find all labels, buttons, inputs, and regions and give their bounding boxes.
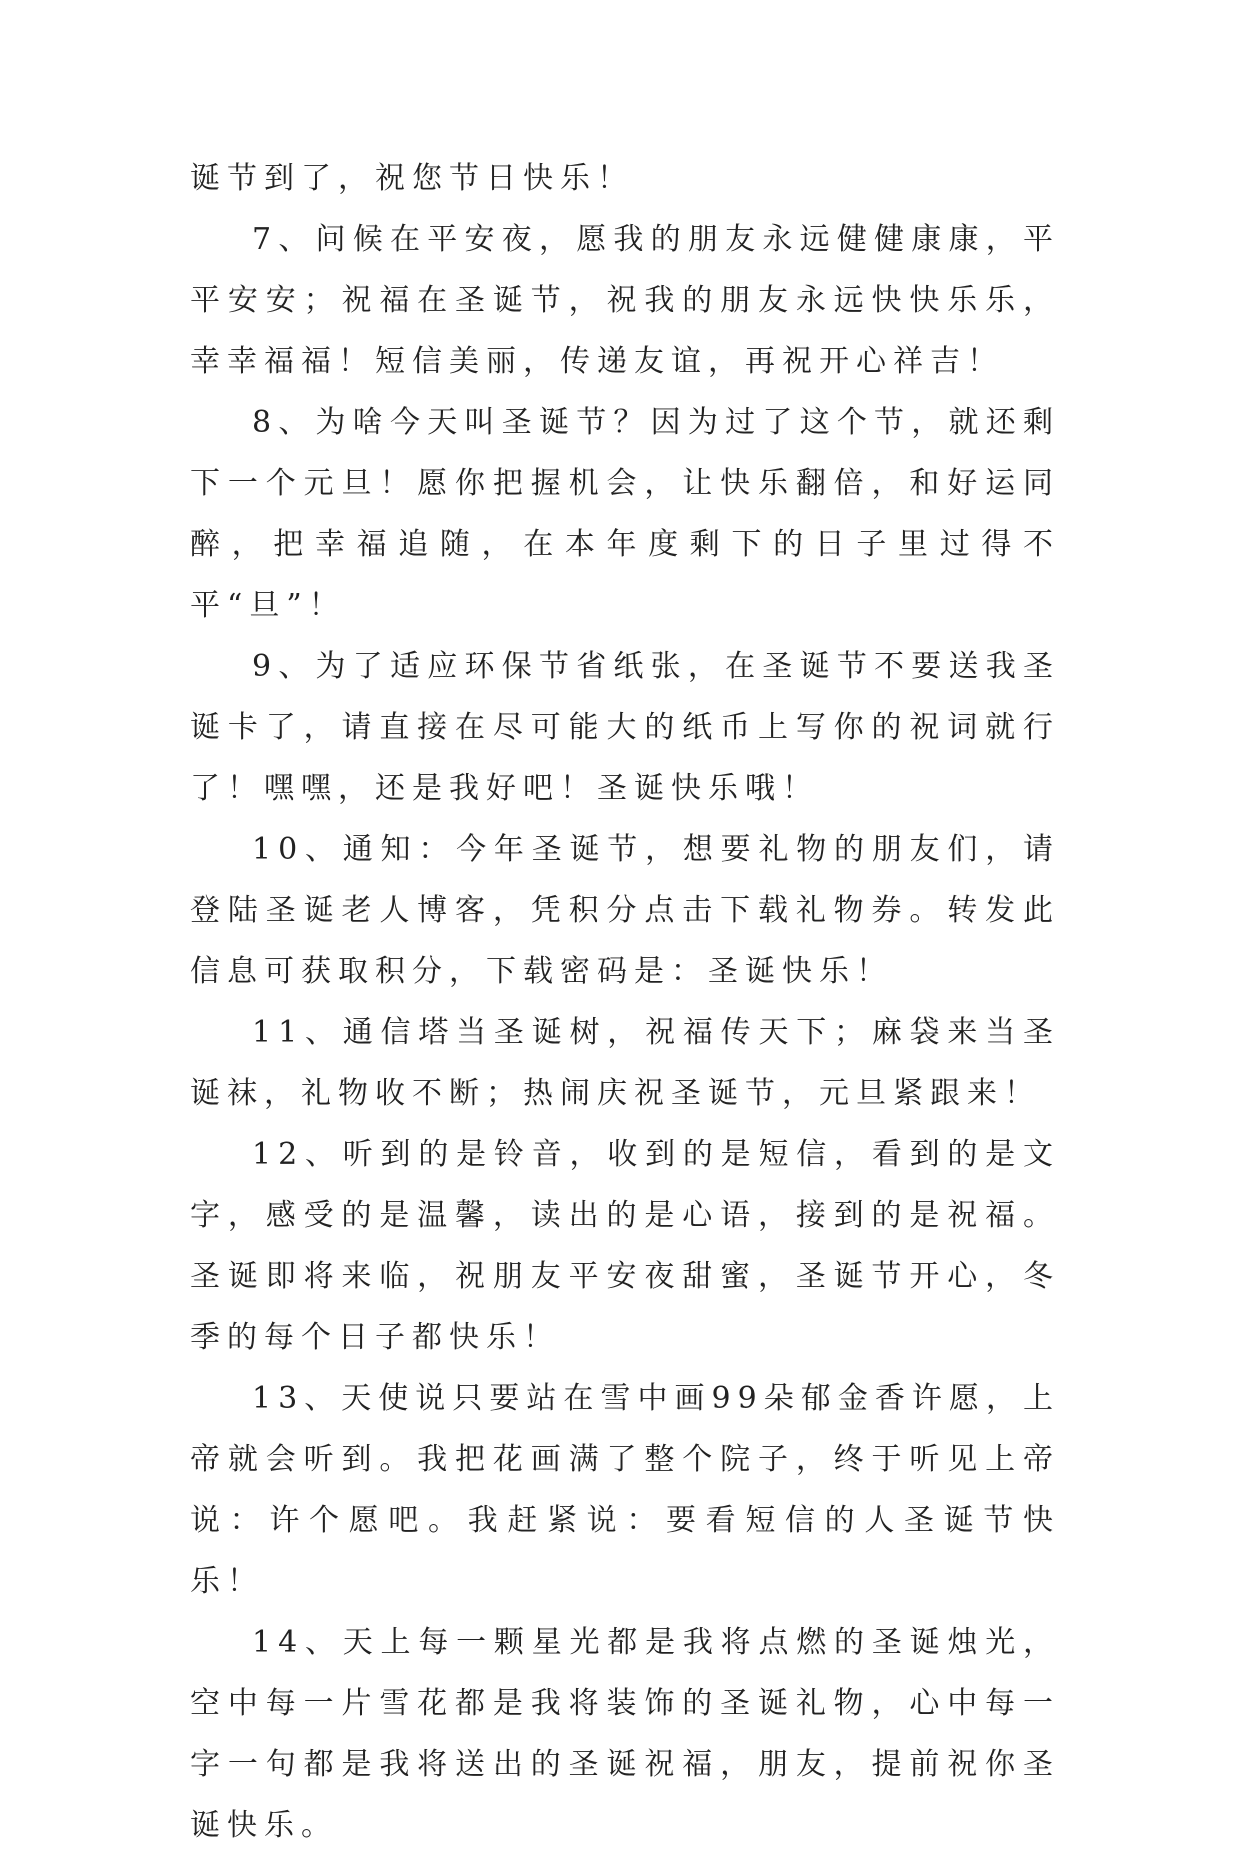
paragraph-continuation: 诞节到了，祝您节日快乐！	[190, 161, 634, 196]
paragraph-item-13: 13、天使说只要站在雪中画99朵郁金香许愿，上帝就会听到。我把花画满了整个院子，终于听见上帝说：许个愿吧。我赶紧说：要看短信的人圣诞节快乐！	[190, 1381, 1060, 1599]
paragraph-item-7: 7、问候在平安夜，愿我的朋友永远健健康康，平平安安；祝福在圣诞节，祝我的朋友永远快快乐乐，幸幸福福！短信美丽，传递友谊，再祝开心祥吉！	[190, 222, 1060, 379]
paragraph-item-11: 11、通信塔当圣诞树，祝福传天下；麻袋来当圣诞袜，礼物收不断；热闹庆祝圣诞节，元旦紧跟来！	[190, 1015, 1060, 1111]
paragraph-item-10: 10、通知：今年圣诞节，想要礼物的朋友们，请登陆圣诞老人博客，凭积分点击下载礼物券。转发此信息可获取积分，下载密码是：圣诞快乐！	[190, 832, 1060, 989]
paragraph-item-14: 14、天上每一颗星光都是我将点燃的圣诞烛光，空中每一片雪花都是我将装饰的圣诞礼物，心中每一字一句都是我将送出的圣诞祝福，朋友，提前祝你圣诞快乐。	[190, 1625, 1060, 1843]
document-body	[190, 148, 1060, 1856]
paragraph-item-12: 12、听到的是铃音，收到的是短信，看到的是文字，感受的是温馨，读出的是心语，接到的是祝福。圣诞即将来临，祝朋友平安夜甜蜜，圣诞节开心，冬季的每个日子都快乐！	[190, 1137, 1060, 1355]
paragraph-item-8: 8、为啥今天叫圣诞节？因为过了这个节，就还剩下一个元旦！愿你把握机会，让快乐翻倍，和好运同醉，把幸福追随，在本年度剩下的日子里过得不平“旦”！	[190, 405, 1060, 623]
paragraph-item-9: 9、为了适应环保节省纸张，在圣诞节不要送我圣诞卡了，请直接在尽可能大的纸币上写你的祝词就行了！嘿嘿，还是我好吧！圣诞快乐哦！	[190, 649, 1060, 806]
